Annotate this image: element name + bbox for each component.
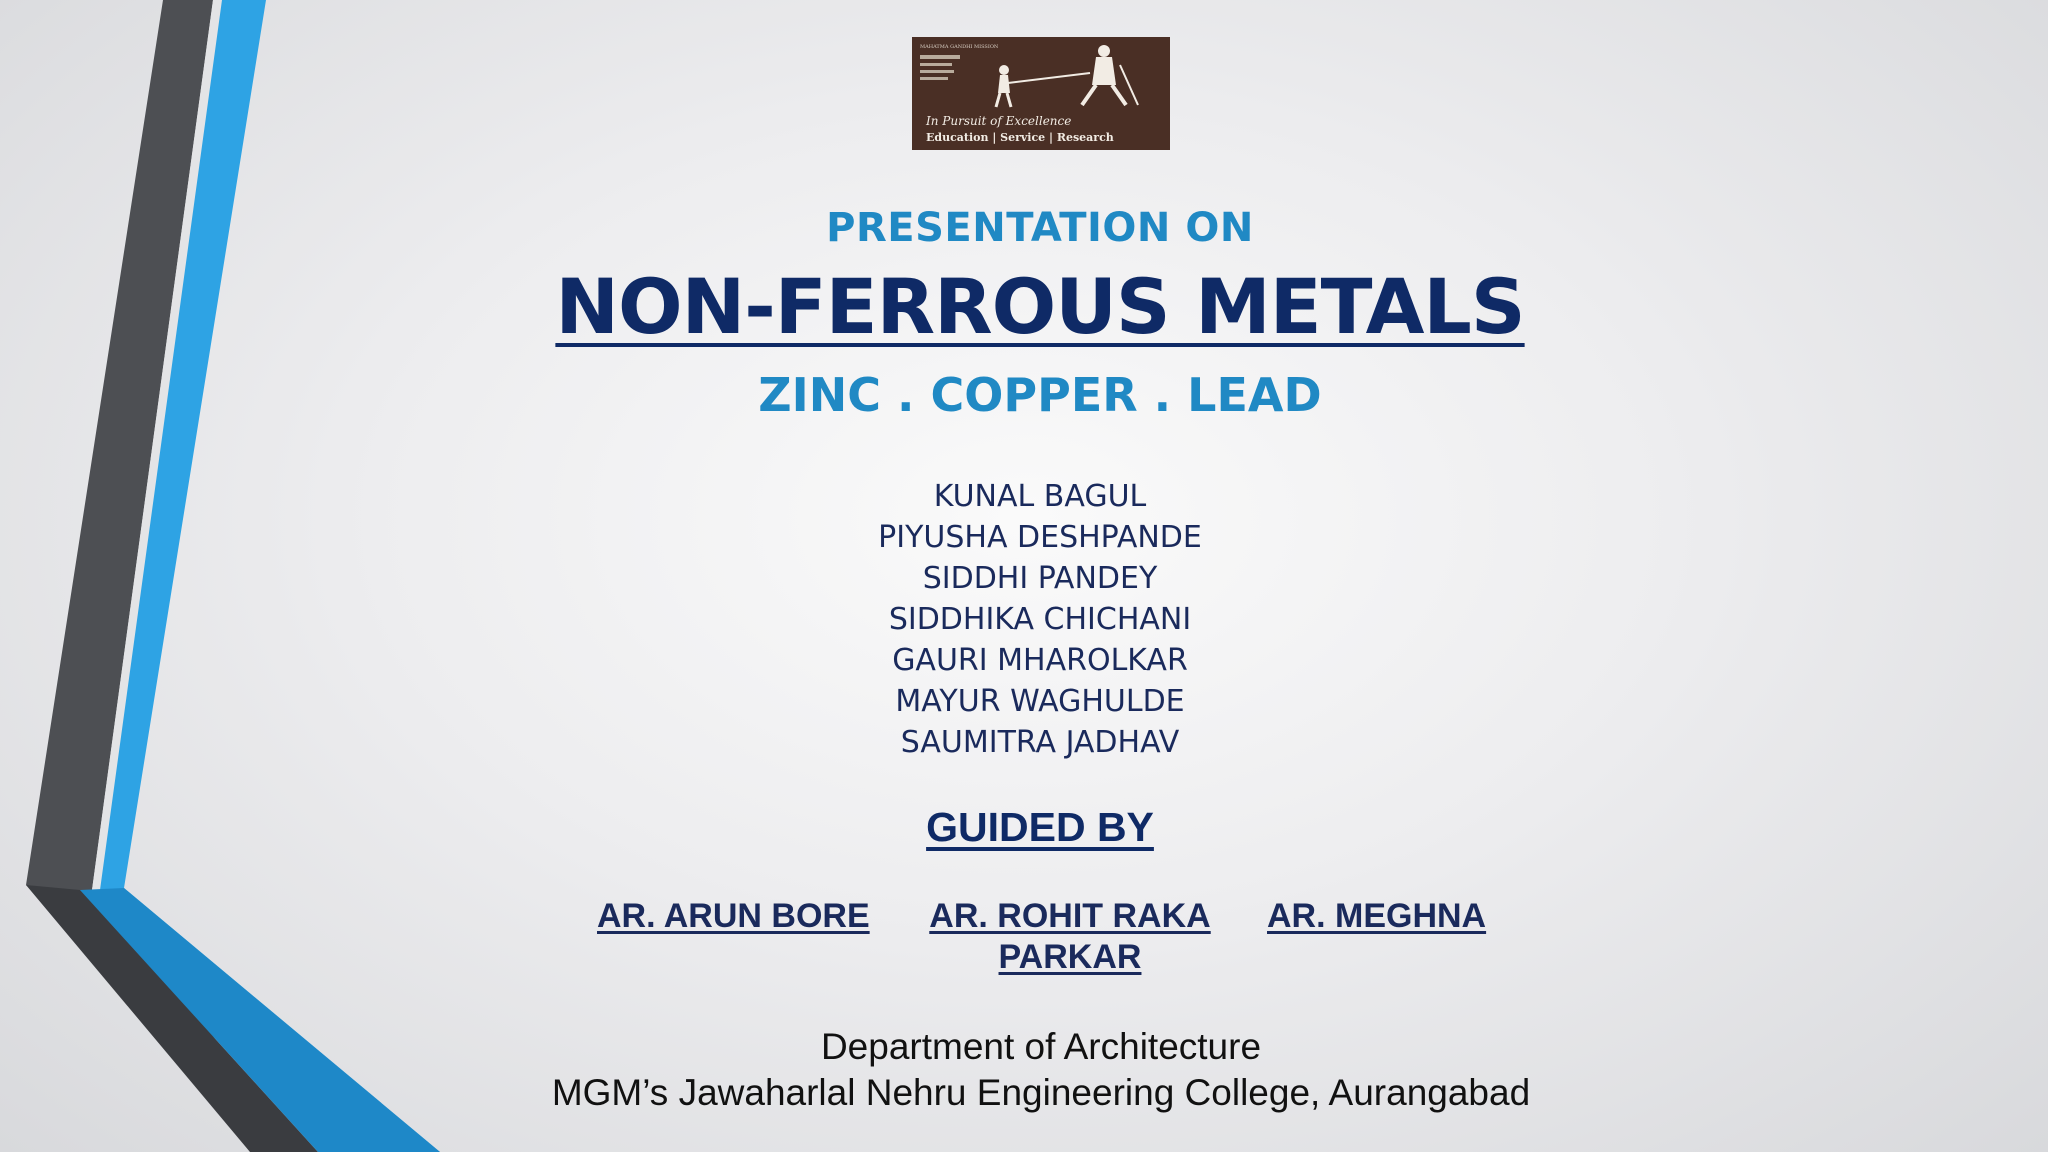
member-name: PIYUSHA DESHPANDE — [878, 520, 1202, 555]
guided-by-heading: GUIDED BY — [926, 804, 1154, 850]
member-name: SIDDHIKA CHICHANI — [888, 602, 1192, 637]
logo-top-line: MAHATMA GANDHI MISSION — [920, 44, 999, 50]
slide-title: NON-FERROUS METALS — [555, 262, 1525, 351]
guide-name: AR. MEGHNA — [1267, 897, 1487, 935]
team-members-list — [740, 476, 1340, 763]
member-name: MAYUR WAGHULDE — [895, 684, 1185, 719]
member-name: KUNAL BAGUL — [933, 479, 1147, 514]
member-name: SIDDHI PANDEY — [922, 561, 1158, 596]
logo-motto: In Pursuit of Excellence — [926, 114, 1072, 128]
college-name: MGM’s Jawaharlal Nehru Engineering College, Aurangabad — [551, 1072, 1531, 1113]
guide-name: AR. ARUN BORE — [597, 897, 870, 935]
slide-subtitle: ZINC . COPPER . LEAD — [758, 368, 1322, 422]
guide-name: AR. ROHIT RAKA PARKAR — [929, 897, 1211, 976]
member-name: SAUMITRA JADHAV — [900, 725, 1180, 760]
presentation-on-label: PRESENTATION ON — [826, 205, 1254, 251]
member-name: GAURI MHAROLKAR — [892, 643, 1188, 678]
logo-pillars: Education | Service | Research — [926, 131, 1114, 144]
department-name: Department of Architecture — [820, 1026, 1262, 1067]
